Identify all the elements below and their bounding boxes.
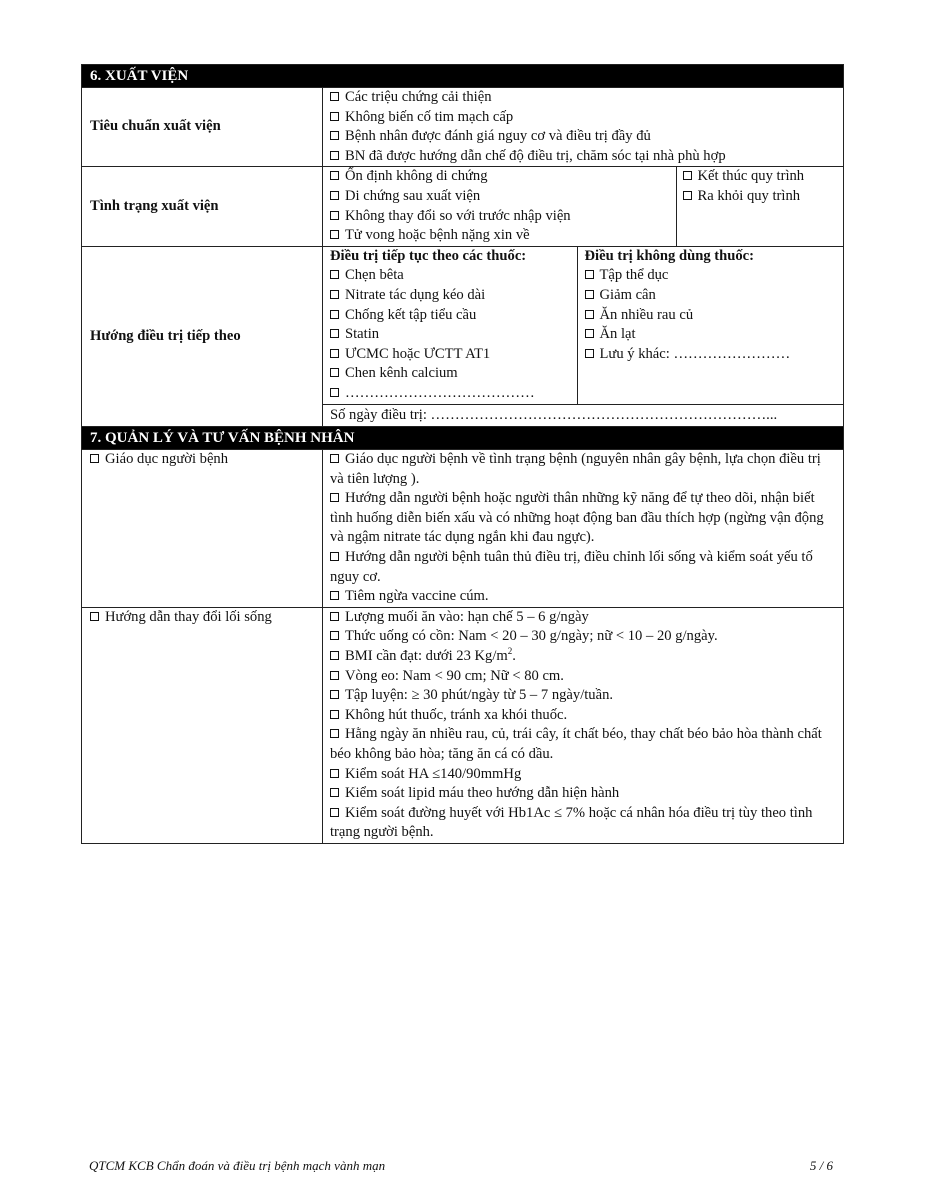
discharge-criteria-row bbox=[82, 88, 844, 167]
discharge-status-grid bbox=[323, 167, 843, 245]
checkbox-lifestyle-guidance[interactable]: Hướng dẫn thay đổi lối sống bbox=[90, 608, 314, 628]
section-7-header bbox=[82, 427, 844, 450]
checkbox-glucose[interactable]: Kiểm soát đường huyết với Hb1Ac ≤ 7% hoặc cá nhân hóa điều trị tùy theo tình trạng người bệnh. bbox=[330, 804, 836, 843]
patient-education-items bbox=[323, 450, 844, 608]
checkbox-unchanged[interactable]: Không thay đổi so với trước nhập viện bbox=[330, 207, 669, 227]
checkbox-waist[interactable]: Vòng eo: Nam < 90 cm; Nữ < 80 cm. bbox=[330, 667, 836, 687]
next-treatment-label: Hướng điều trị tiếp theo bbox=[82, 246, 323, 426]
checkbox-calcium-channel-blocker[interactable]: Chen kênh calcium bbox=[330, 364, 570, 384]
lifestyle-row bbox=[82, 607, 844, 843]
lifestyle-items bbox=[323, 607, 844, 843]
checkbox-other-drug[interactable]: ………………………………… bbox=[330, 384, 570, 404]
discharge-status-label: Tình trạng xuất viện bbox=[82, 167, 323, 246]
bmi-text: BMI cần đạt: dưới 23 Kg/m bbox=[345, 648, 508, 665]
bmi-superscript: 2 bbox=[507, 646, 513, 657]
checkbox-long-acting-nitrate[interactable]: Nitrate tác dụng kéo dài bbox=[330, 286, 570, 306]
checkbox-acei-arb[interactable]: ƯCMC hoặc ƯCTT AT1 bbox=[330, 345, 570, 365]
page-footer bbox=[89, 1158, 833, 1174]
checkbox-exercise[interactable]: Tập thể dục bbox=[585, 266, 837, 286]
checkbox-vegetables[interactable]: Ăn nhiều rau củ bbox=[585, 306, 837, 326]
nondrug-treatment-column bbox=[577, 247, 843, 404]
page-number: 5 / 6 bbox=[809, 1158, 833, 1173]
checkbox-alcohol[interactable]: Thức uống có cồn: Nam < 20 – 30 g/ngày; nữ < 10 – 20 g/ngày. bbox=[330, 627, 836, 647]
checkbox-process-completed[interactable]: Kết thúc quy trình bbox=[683, 167, 838, 187]
discharge-criteria-label: Tiêu chuẩn xuất viện bbox=[82, 88, 323, 167]
checkbox-patient-education[interactable]: Giáo dục người bệnh bbox=[90, 450, 314, 470]
checkbox-blood-pressure[interactable]: Kiểm soát HA ≤140/90mmHg bbox=[330, 765, 836, 785]
nondrug-treatment-heading: Điều trị không dùng thuốc: bbox=[584, 247, 754, 264]
checkbox-low-salt[interactable]: Ăn lạt bbox=[585, 325, 837, 345]
checkbox-bmi[interactable] bbox=[330, 647, 836, 667]
drug-treatment-heading: Điều trị tiếp tục theo các thuốc: bbox=[330, 247, 527, 264]
checkbox-education-adherence[interactable]: Hướng dẫn người bệnh tuân thủ điều trị, điều chỉnh lối sống và kiểm soát yếu tố nguy cơ. bbox=[330, 548, 836, 587]
checkbox-diet[interactable]: Hằng ngày ăn nhiều rau, củ, trái cây, ít chất béo, thay chất béo bảo hòa thành chất béo không bảo hòa; tăng ăn cá có dầu. bbox=[330, 725, 836, 764]
drug-treatment-column bbox=[323, 247, 577, 404]
checkbox-education-self-monitor[interactable]: Hướng dẫn người bệnh hoặc người thân những kỹ năng để tự theo dõi, nhận biết tình huống diễn biến xấu và có những hoạt động ban đầu thích hợp (ngừng vận động và ngậm nitrate tác dụng ngắn khi đau ngực). bbox=[330, 489, 836, 548]
checkbox-flu-vaccine[interactable]: Tiêm ngừa vaccine cúm. bbox=[330, 587, 836, 607]
checkbox-home-care-instructed[interactable]: BN đã được hướng dẫn chế độ điều trị, chăm sóc tại nhà phù hợp bbox=[330, 147, 836, 167]
checkbox-weight-loss[interactable]: Giảm cân bbox=[585, 286, 837, 306]
patient-education-row bbox=[82, 450, 844, 608]
checkbox-death-or-severe[interactable]: Tử vong hoặc bệnh nặng xin về bbox=[330, 226, 669, 246]
checkbox-symptoms-improved[interactable]: Các triệu chứng cải thiện bbox=[330, 88, 836, 108]
checkbox-exercise-time[interactable]: Tập luyện: ≥ 30 phút/ngày từ 5 – 7 ngày/tuần. bbox=[330, 686, 836, 706]
section-6-header bbox=[82, 65, 844, 88]
discharge-criteria-options bbox=[323, 88, 844, 167]
checkbox-other-note[interactable]: Lưu ý khác: …………………… bbox=[585, 345, 837, 365]
checkbox-education-disease[interactable]: Giáo dục người bệnh về tình trạng bệnh (nguyên nhân gây bệnh, lựa chọn điều trị và tiên lượng ). bbox=[330, 450, 836, 489]
section-6-title: 6. XUẤT VIỆN bbox=[82, 65, 844, 88]
bmi-suffix: . bbox=[512, 648, 516, 665]
footer-title: QTCM KCB Chẩn đoán và điều trị bệnh mạch vành mạn bbox=[89, 1158, 386, 1173]
checkbox-beta-blocker[interactable]: Chẹn bêta bbox=[330, 266, 570, 286]
checkbox-no-smoking[interactable]: Không hút thuốc, tránh xa khói thuốc. bbox=[330, 706, 836, 726]
checkbox-statin[interactable]: Statin bbox=[330, 325, 570, 345]
checkbox-antiplatelet[interactable]: Chống kết tập tiểu cầu bbox=[330, 306, 570, 326]
next-treatment-row bbox=[82, 246, 844, 426]
clinical-pathway-table bbox=[81, 64, 844, 844]
next-treatment-grid bbox=[323, 247, 843, 426]
section-7-title: 7. QUẢN LÝ VÀ TƯ VẤN BỆNH NHÂN bbox=[82, 427, 844, 450]
checkbox-risk-assessed[interactable]: Bệnh nhân được đánh giá nguy cơ và điều trị đầy đủ bbox=[330, 127, 836, 147]
checkbox-sequelae[interactable]: Di chứng sau xuất viện bbox=[330, 187, 669, 207]
checkbox-no-cardiac-event[interactable]: Không biến cố tim mạch cấp bbox=[330, 108, 836, 128]
checkbox-exit-process[interactable]: Ra khỏi quy trình bbox=[683, 187, 838, 207]
discharge-status-row bbox=[82, 167, 844, 246]
checkbox-lipid[interactable]: Kiểm soát lipid máu theo hướng dẫn hiện hành bbox=[330, 784, 836, 804]
treatment-days-field[interactable]: Số ngày điều trị: ……………………………………………………………... bbox=[323, 404, 843, 426]
checkbox-stable[interactable]: Ổn định không di chứng bbox=[330, 167, 669, 187]
checkbox-salt-intake[interactable]: Lượng muối ăn vào: hạn chế 5 – 6 g/ngày bbox=[330, 608, 836, 628]
